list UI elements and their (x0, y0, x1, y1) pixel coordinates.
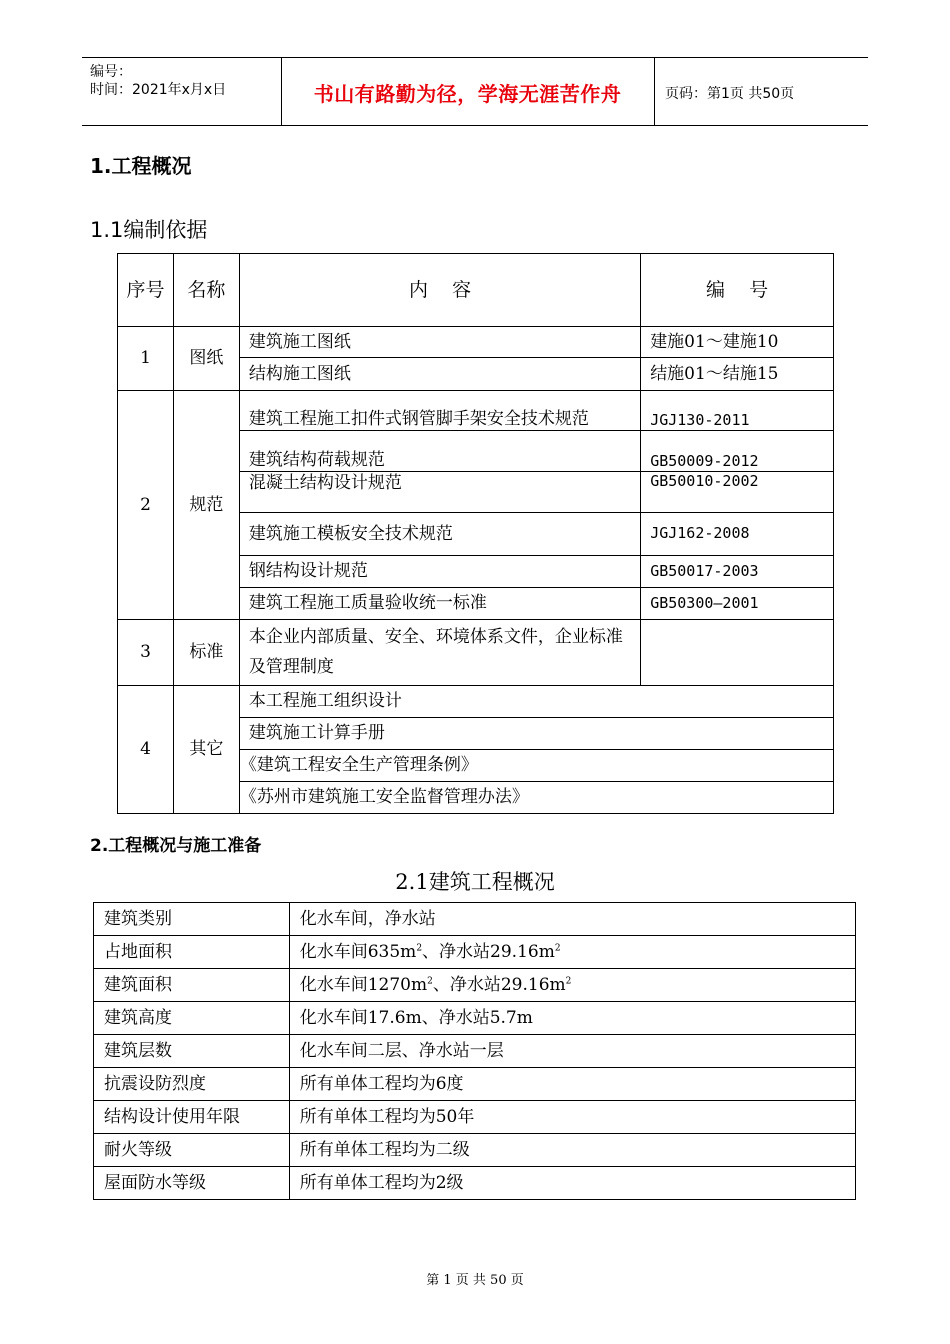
row-value: 所有单体工程均为50年 (289, 1101, 855, 1134)
row-content: 建筑工程施工质量验收统一标准 (239, 588, 640, 620)
table-row (94, 903, 856, 936)
page-footer: 第 1 页 共 50 页 (426, 1273, 524, 1288)
table-row (94, 1101, 856, 1134)
table-header-row (118, 254, 834, 327)
row-label: 屋面防水等级 (94, 1167, 290, 1200)
row-content: 混凝土结构设计规范 (239, 472, 640, 513)
table-row (94, 969, 856, 1002)
superscript: 2 (416, 943, 423, 954)
group-seq: 3 (118, 620, 174, 686)
row-content: 《建筑工程安全生产管理条例》 (239, 750, 833, 782)
row-content: 建筑施工图纸 (239, 327, 640, 358)
header-code: 编 号 (641, 254, 834, 327)
table-row (94, 1068, 856, 1101)
row-content: 钢结构设计规范 (239, 556, 640, 588)
group-name: 图纸 (173, 327, 239, 391)
section-2-title: 2.工程概况与施工准备 (90, 836, 262, 856)
row-label: 建筑面积 (94, 969, 290, 1002)
row-content: 建筑施工模板安全技术规范 (239, 513, 640, 556)
row-label: 抗震设防烈度 (94, 1068, 290, 1101)
row-content: 建筑结构荷载规范 (239, 431, 640, 472)
table-title: 2.1建筑工程概况 (395, 870, 555, 894)
row-label: 建筑高度 (94, 1002, 290, 1035)
row-value: 化水车间，净水站 (289, 903, 855, 936)
table-row (118, 620, 834, 686)
group-name: 规范 (173, 391, 239, 620)
table-row (118, 686, 834, 718)
row-value: 化水车间二层、净水站一层 (289, 1035, 855, 1068)
section-1-title: 1.工程概况 (90, 154, 192, 178)
row-label: 建筑层数 (94, 1035, 290, 1068)
row-code: GB50009-2012 (641, 431, 834, 472)
header-time-label: 时间：2021年x月x日 (90, 82, 227, 98)
row-code (641, 620, 834, 686)
table-row (94, 1167, 856, 1200)
row-value: 所有单体工程均为二级 (289, 1134, 855, 1167)
table-row (94, 1002, 856, 1035)
row-label: 建筑类别 (94, 903, 290, 936)
group-seq: 2 (118, 391, 174, 620)
table-row (118, 327, 834, 358)
header-motto: 书山有路勤为径，学海无涯苦作舟 (313, 82, 622, 106)
group-name: 其它 (173, 686, 239, 814)
header-top-rule (82, 57, 868, 58)
row-code: 结施01～结施15 (641, 358, 834, 391)
overview-table (93, 902, 856, 1200)
row-value (289, 969, 855, 1002)
row-code: GB50017-2003 (641, 556, 834, 588)
table-row (94, 1134, 856, 1167)
row-code: GB50300—2001 (641, 588, 834, 620)
header-page-label: 页码：第1页 共50页 (665, 86, 795, 102)
row-content: 《苏州市建筑施工安全监督管理办法》 (239, 782, 833, 814)
row-value: 所有单体工程均为2级 (289, 1167, 855, 1200)
basis-table (117, 253, 834, 814)
row-value (289, 936, 855, 969)
row-content: 建筑工程施工扣件式钢管脚手架安全技术规范 (239, 391, 640, 431)
row-label: 耐火等级 (94, 1134, 290, 1167)
row-content: 建筑施工计算手册 (239, 718, 833, 750)
row-label: 占地面积 (94, 936, 290, 969)
superscript: 2 (427, 976, 433, 987)
header-bottom-rule (82, 125, 868, 126)
group-seq: 4 (118, 686, 174, 814)
header-content: 内 容 (239, 254, 640, 327)
table-row (94, 1035, 856, 1068)
row-content: 本工程施工组织设计 (239, 686, 833, 718)
header-divider (654, 57, 655, 125)
superscript: 2 (554, 943, 561, 954)
value-part: 、净水站29.16m (432, 974, 566, 995)
row-value: 所有单体工程均为6度 (289, 1068, 855, 1101)
group-seq: 1 (118, 327, 174, 391)
row-value: 化水车间17.6m、净水站5.7m (289, 1002, 855, 1035)
value-part: 化水车间635m (299, 941, 417, 962)
row-code: JGJ162-2008 (641, 513, 834, 556)
header-seq: 序号 (118, 254, 174, 327)
superscript: 2 (565, 976, 572, 987)
section-1-1-title: 1.1编制依据 (90, 218, 208, 242)
row-code: 建施01～建施10 (641, 327, 834, 358)
header-name: 名称 (173, 254, 239, 327)
row-content: 结构施工图纸 (239, 358, 640, 391)
group-name: 标准 (173, 620, 239, 686)
row-code: JGJ130-2011 (641, 391, 834, 431)
value-part: 、净水站29.16m (422, 941, 555, 962)
header-number-label: 编号： (90, 64, 132, 80)
table-row (118, 391, 834, 431)
table-row (94, 936, 856, 969)
row-code: GB50010-2002 (641, 472, 834, 513)
value-part: 化水车间1270m (299, 974, 428, 995)
row-content: 本企业内部质量、安全、环境体系文件，企业标准及管理制度 (239, 620, 640, 686)
row-label: 结构设计使用年限 (94, 1101, 290, 1134)
